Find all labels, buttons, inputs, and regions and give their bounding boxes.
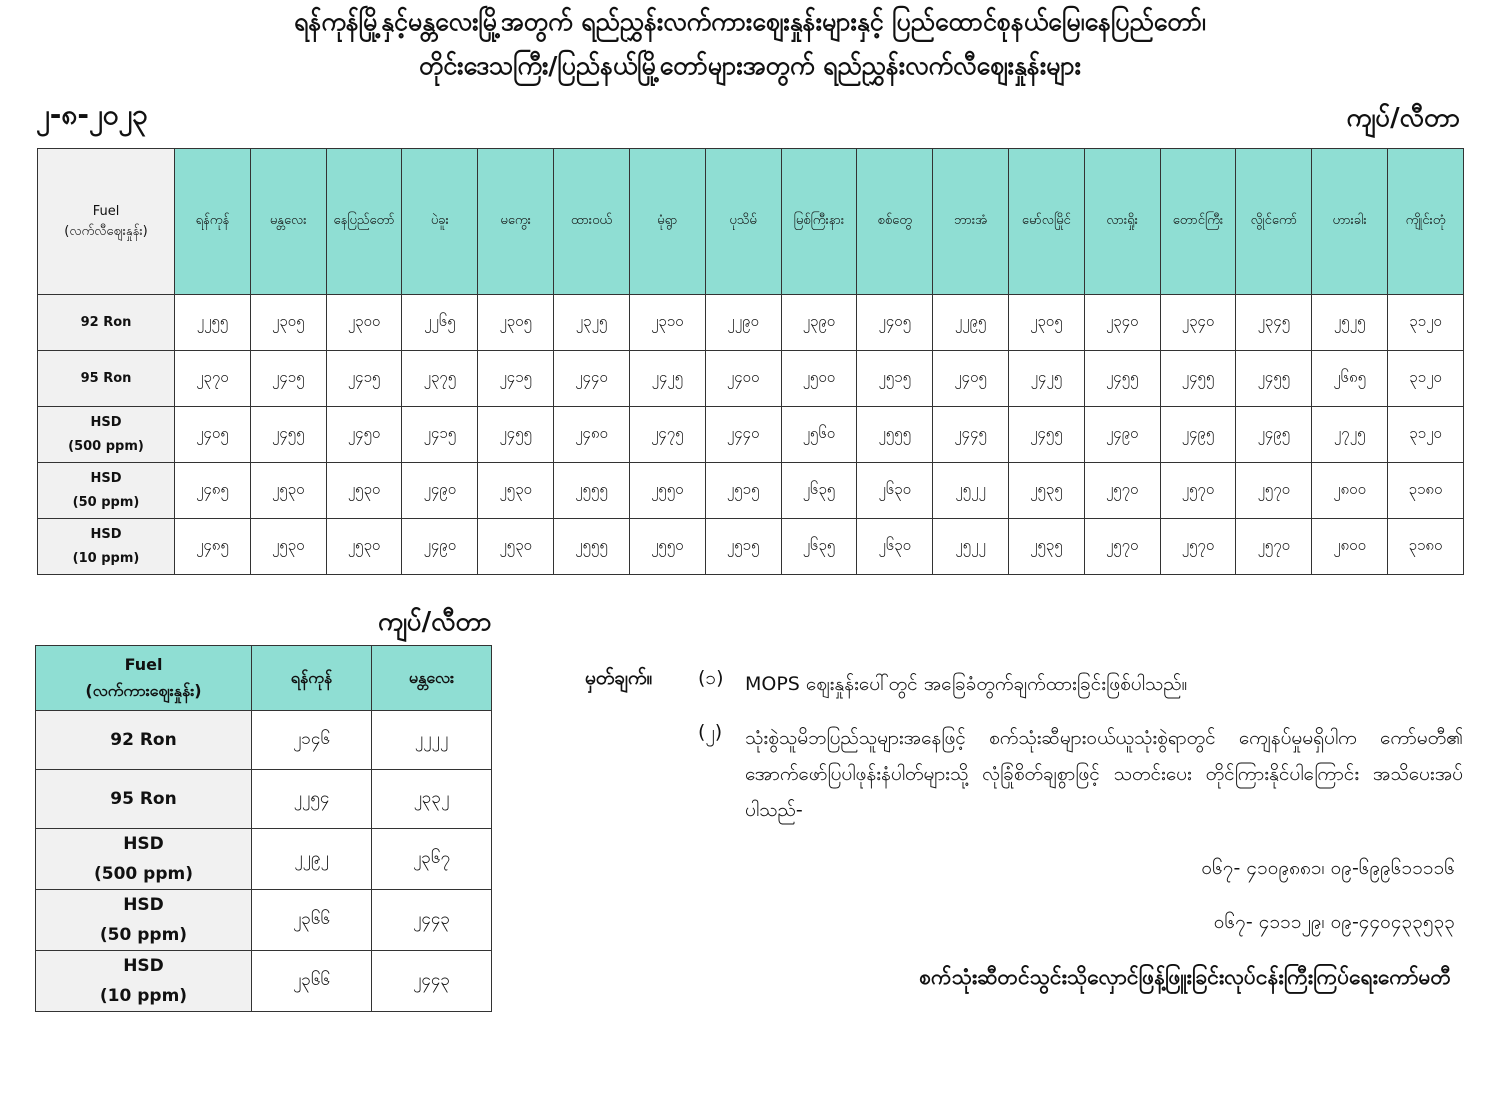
price-cell: ၂၅၃၀ bbox=[250, 519, 326, 575]
fuel-type-label: 92 Ron bbox=[80, 314, 132, 330]
price-cell: ၂၃၄၅ bbox=[1236, 295, 1312, 351]
note-text: သုံးစွဲသူမိဘပြည်သူများအနေဖြင့် စက်သုံးဆီများဝယ်ယူသုံးစွဲရာတွင် ကျေနပ်မှုမရှိပါက ကော်မတီ၏ အောက်ဖော်ပြပါဖုန်းနံပါတ်များသို့ လုံခြုံစိတ်ချစွာဖြင့် သတင်းပေး တိုင်ကြားနိုင်ပါကြောင်း အသိပေးအပ်ပါသည်- bbox=[745, 727, 1463, 821]
price-cell: ၂၄၅၅ bbox=[1236, 351, 1312, 407]
city-column-header: လားရှိုး bbox=[1084, 149, 1160, 295]
table-row bbox=[36, 711, 492, 770]
fuel-type-label: HSD bbox=[123, 834, 164, 854]
issuing-committee: စက်သုံးဆီတင်သွင်းသိုလှောင်ဖြန့်ဖြူးခြင်းလုပ်ငန်းကြီးကြပ်ရေးကော်မတီ bbox=[919, 965, 1451, 989]
price-cell: ၂၅၇၀ bbox=[1160, 463, 1236, 519]
price-cell: ၂၅၃၅ bbox=[1008, 519, 1084, 575]
city-column-header: လွိုင်ကော် bbox=[1236, 149, 1312, 295]
price-cell: ၂၄၅၀ bbox=[326, 407, 402, 463]
price-cell: ၂၄၄၅ bbox=[933, 407, 1009, 463]
fuel-type-label: (500 ppm) bbox=[94, 864, 193, 884]
city-column-header: မြစ်ကြီးနား bbox=[781, 149, 857, 295]
city-column-header: ပဲခူး bbox=[402, 149, 478, 295]
fuel-type-cell bbox=[36, 770, 252, 829]
note-number: (၂) bbox=[698, 721, 723, 743]
price-cell: ၂၅၇၀ bbox=[1236, 463, 1312, 519]
table-row bbox=[36, 770, 492, 829]
price-cell: ၂၅၇၀ bbox=[1160, 519, 1236, 575]
fuel-type-label: (500 ppm) bbox=[68, 438, 144, 454]
price-cell: ၂၅၃၀ bbox=[250, 463, 326, 519]
price-cell: ၂၄၁၅ bbox=[478, 351, 554, 407]
price-cell: ၂၃၆၆ bbox=[252, 951, 372, 1012]
city-column-header: မကွေး bbox=[478, 149, 554, 295]
fuel-type-label: (50 ppm) bbox=[99, 925, 188, 945]
price-cell: ၂၅၇၀ bbox=[1236, 519, 1312, 575]
price-cell: ၂၈၀၀ bbox=[1312, 519, 1388, 575]
fuel-type-label: HSD bbox=[123, 956, 164, 976]
price-cell: ၂၄၀၅ bbox=[175, 407, 251, 463]
price-cell: ၂၅၃၀ bbox=[326, 463, 402, 519]
table-row bbox=[38, 519, 1464, 575]
city-column-header: မန္တလေး bbox=[372, 646, 492, 711]
price-unit-label: ကျပ်/လီတာ bbox=[1346, 103, 1460, 133]
table-row bbox=[38, 351, 1464, 407]
fuel-type-label: 95 Ron bbox=[110, 789, 177, 809]
price-cell: ၂၄၁၅ bbox=[402, 407, 478, 463]
fuel-type-label: (50 ppm) bbox=[72, 494, 140, 510]
price-cell: ၂၃၆၆ bbox=[252, 890, 372, 951]
city-column-header: မော်လမြိုင် bbox=[1008, 149, 1084, 295]
note-text: MOPS ဈေးနှုန်းပေါ်တွင် အခြေခံတွက်ချက်ထားခြင်းဖြစ်ပါသည်။ bbox=[745, 673, 1188, 695]
price-cell: ၂၃၀၅ bbox=[1008, 295, 1084, 351]
price-cell: ၃၁၂၀ bbox=[1388, 295, 1464, 351]
retail-price-table bbox=[37, 148, 1464, 575]
price-cell: ၂၄၀၅ bbox=[857, 295, 933, 351]
price-cell: ၂၆၈၅ bbox=[1312, 351, 1388, 407]
fuel-type-cell bbox=[38, 407, 175, 463]
city-column-header: ရန်ကုန် bbox=[175, 149, 251, 295]
price-cell: ၂၅၅၀ bbox=[629, 463, 705, 519]
price-cell: ၃၁၂၀ bbox=[1388, 351, 1464, 407]
price-cell: ၂၅၃၅ bbox=[1008, 463, 1084, 519]
price-cell: ၂၃၁၀ bbox=[629, 295, 705, 351]
price-cell: ၂၄၉၀ bbox=[1084, 407, 1160, 463]
price-cell: ၂၃၉၀ bbox=[781, 295, 857, 351]
price-cell: ၂၄၅၅ bbox=[250, 407, 326, 463]
fuel-type-label: HSD bbox=[90, 414, 122, 430]
fuel-type-cell bbox=[38, 463, 175, 519]
city-column-header: ပုသိမ် bbox=[705, 149, 781, 295]
price-cell: ၂၅၅၀ bbox=[629, 519, 705, 575]
fuel-type-label: HSD bbox=[90, 470, 122, 486]
price-cell: ၂၄၈၅ bbox=[175, 463, 251, 519]
price-cell: ၂၅၁၅ bbox=[857, 351, 933, 407]
city-column-header: မန္တလေး bbox=[250, 149, 326, 295]
price-cell: ၂၂၂၂ bbox=[372, 711, 492, 770]
city-column-header: ဟားခါး bbox=[1312, 149, 1388, 295]
fuel-type-cell bbox=[36, 890, 252, 951]
price-cell: ၂၄၄၃ bbox=[372, 890, 492, 951]
price-cell: ၂၄၇၅ bbox=[629, 407, 705, 463]
table-row bbox=[38, 295, 1464, 351]
price-cell: ၂၃၀၀ bbox=[326, 295, 402, 351]
price-cell: ၂၄၈၅ bbox=[175, 519, 251, 575]
price-cell: ၂၂၉၅ bbox=[933, 295, 1009, 351]
price-cell: ၂၄၅၅ bbox=[1084, 351, 1160, 407]
price-cell: ၂၅၅၅ bbox=[554, 463, 630, 519]
price-cell: ၂၄၄၃ bbox=[372, 951, 492, 1012]
fuel-type-cell bbox=[36, 646, 252, 711]
fuel-type-label: Fuel bbox=[92, 203, 120, 219]
fuel-type-cell bbox=[38, 149, 175, 295]
fuel-type-label: HSD bbox=[123, 895, 164, 915]
price-cell: ၂၅၃၀ bbox=[478, 519, 554, 575]
price-cell: ၂၄၀၅ bbox=[933, 351, 1009, 407]
price-cell: ၂၄၅၅ bbox=[1160, 351, 1236, 407]
price-cell: ၃၁၂၀ bbox=[1388, 407, 1464, 463]
price-cell: ၂၄၅၅ bbox=[1008, 407, 1084, 463]
price-cell: ၂၄၁၅ bbox=[326, 351, 402, 407]
price-cell: ၂၄၄၀ bbox=[554, 351, 630, 407]
price-cell: ၂၆၃၅ bbox=[781, 519, 857, 575]
price-cell: ၂၅၇၀ bbox=[1084, 519, 1160, 575]
price-cell: ၂၈၀၀ bbox=[1312, 463, 1388, 519]
price-cell: ၂၃၄၀ bbox=[1084, 295, 1160, 351]
city-column-header: စစ်တွေ bbox=[857, 149, 933, 295]
price-cell: ၂၅၁၅ bbox=[705, 519, 781, 575]
price-cell: ၂၃၂၅ bbox=[554, 295, 630, 351]
price-cell: ၃၁၈၀ bbox=[1388, 519, 1464, 575]
price-cell: ၂၅၂၅ bbox=[1312, 295, 1388, 351]
price-cell: ၂၄၂၅ bbox=[629, 351, 705, 407]
fuel-type-cell bbox=[38, 295, 175, 351]
price-cell: ၂၆၃၀ bbox=[857, 519, 933, 575]
price-cell: ၂၅၃၀ bbox=[326, 519, 402, 575]
price-cell: ၂၄၄၀ bbox=[705, 407, 781, 463]
fuel-type-label: (10 ppm) bbox=[99, 986, 188, 1006]
fuel-type-cell bbox=[38, 519, 175, 575]
price-cell: ၂၅၁၅ bbox=[705, 463, 781, 519]
price-cell: ၂၅၂၂ bbox=[933, 463, 1009, 519]
contact-phone: ၀၆၇- ၄၁၀၉၈၈၁၊ ၀၉-၆၉၉၆၁၁၁၁၆ bbox=[1201, 857, 1455, 879]
price-cell: ၂၃၀၅ bbox=[478, 295, 554, 351]
table-row bbox=[36, 890, 492, 951]
price-cell: ၂၄၅၅ bbox=[478, 407, 554, 463]
price-cell: ၂၆၃၀ bbox=[857, 463, 933, 519]
price-cell: ၂၄၉၀ bbox=[402, 519, 478, 575]
price-cell: ၂၃၇၀ bbox=[175, 351, 251, 407]
price-cell: ၂၃၆၇ bbox=[372, 829, 492, 890]
wholesale-unit-label: ကျပ်/လီတာ bbox=[378, 607, 492, 637]
price-cell: ၂၂၆၅ bbox=[402, 295, 478, 351]
fuel-type-label: (လက်ကားဈေးနှုန်း) bbox=[85, 681, 202, 700]
price-cell: ၂၄၉၅ bbox=[1160, 407, 1236, 463]
table-header-row bbox=[38, 149, 1464, 295]
price-cell: ၂၃၇၅ bbox=[402, 351, 478, 407]
contact-phone: ၀၆၇- ၄၁၁၁၂၉၊ ၀၉-၄၄၀၄၃၃၅၃၃ bbox=[1213, 911, 1455, 933]
price-cell: ၂၄၂၅ bbox=[1008, 351, 1084, 407]
price-cell: ၂၂၉၂ bbox=[252, 829, 372, 890]
page-title-line-2: တိုင်းဒေသကြီး/ပြည်နယ်မြို့တော်များအတွက် ရည်ညွှန်းလက်လီဈေးနှုန်းများ bbox=[418, 51, 1082, 80]
price-cell: ၂၂၉၀ bbox=[705, 295, 781, 351]
price-cell: ၂၄၈၀ bbox=[554, 407, 630, 463]
price-cell: ၂၅၅၅ bbox=[554, 519, 630, 575]
price-cell: ၂၆၃၅ bbox=[781, 463, 857, 519]
city-column-header: ဘားအံ bbox=[933, 149, 1009, 295]
city-column-header: ကျိုင်းတုံ bbox=[1388, 149, 1464, 295]
price-cell: ၂၅၅၅ bbox=[857, 407, 933, 463]
city-column-header: မုံရွာ bbox=[629, 149, 705, 295]
price-cell: ၂၅၇၀ bbox=[1084, 463, 1160, 519]
fuel-type-label: HSD bbox=[90, 526, 122, 542]
price-cell: ၂၅၆၀ bbox=[781, 407, 857, 463]
price-cell: ၂၄၀၀ bbox=[705, 351, 781, 407]
price-cell: ၂၅၂၂ bbox=[933, 519, 1009, 575]
price-cell: ၂၁၄၆ bbox=[252, 711, 372, 770]
fuel-type-cell bbox=[36, 951, 252, 1012]
price-cell: ၂၂၅၄ bbox=[252, 770, 372, 829]
table-header-row bbox=[36, 646, 492, 711]
price-cell: ၂၂၅၅ bbox=[175, 295, 251, 351]
fuel-type-cell bbox=[36, 711, 252, 770]
table-row bbox=[36, 829, 492, 890]
price-cell: ၂၄၁၅ bbox=[250, 351, 326, 407]
price-cell: ၂၇၂၅ bbox=[1312, 407, 1388, 463]
notes-heading: မှတ်ချက်။ bbox=[585, 667, 653, 689]
price-cell: ၂၃၀၅ bbox=[250, 295, 326, 351]
fuel-type-cell bbox=[38, 351, 175, 407]
fuel-type-cell bbox=[36, 829, 252, 890]
price-cell: ၂၄၉၅ bbox=[1236, 407, 1312, 463]
city-column-header: တောင်ကြီး bbox=[1160, 149, 1236, 295]
city-column-header: နေပြည်တော် bbox=[326, 149, 402, 295]
fuel-type-label: (လက်လီဈေးနှုန်း) bbox=[64, 223, 148, 239]
city-column-header: ရန်ကုန် bbox=[252, 646, 372, 711]
price-cell: ၂၃၃၂ bbox=[372, 770, 492, 829]
price-cell: ၂၅၃၀ bbox=[478, 463, 554, 519]
fuel-type-label: Fuel bbox=[124, 655, 163, 674]
wholesale-price-table bbox=[35, 645, 492, 1012]
price-cell: ၂၅၀၀ bbox=[781, 351, 857, 407]
table-row bbox=[38, 407, 1464, 463]
city-column-header: ထားဝယ် bbox=[554, 149, 630, 295]
page-title-line-1: ရန်ကုန်မြို့နှင့်မန္တလေးမြို့အတွက် ရည်ညွှန်းလက်ကားဈေးနှုန်းများနှင့် ပြည်ထောင်စုနယ်မြေ၊နေပြည်တော်၊ bbox=[294, 7, 1206, 36]
document-date: ၂-၈-၂၀၂၃ bbox=[36, 98, 148, 131]
note-number: (၁) bbox=[698, 667, 724, 689]
fuel-type-label: 92 Ron bbox=[110, 730, 177, 750]
price-cell: ၂၃၄၀ bbox=[1160, 295, 1236, 351]
table-row bbox=[36, 951, 492, 1012]
fuel-type-label: 95 Ron bbox=[80, 370, 132, 386]
fuel-type-label: (10 ppm) bbox=[72, 550, 140, 566]
table-row bbox=[38, 463, 1464, 519]
price-cell: ၂၄၉၀ bbox=[402, 463, 478, 519]
price-cell: ၃၁၈၀ bbox=[1388, 463, 1464, 519]
